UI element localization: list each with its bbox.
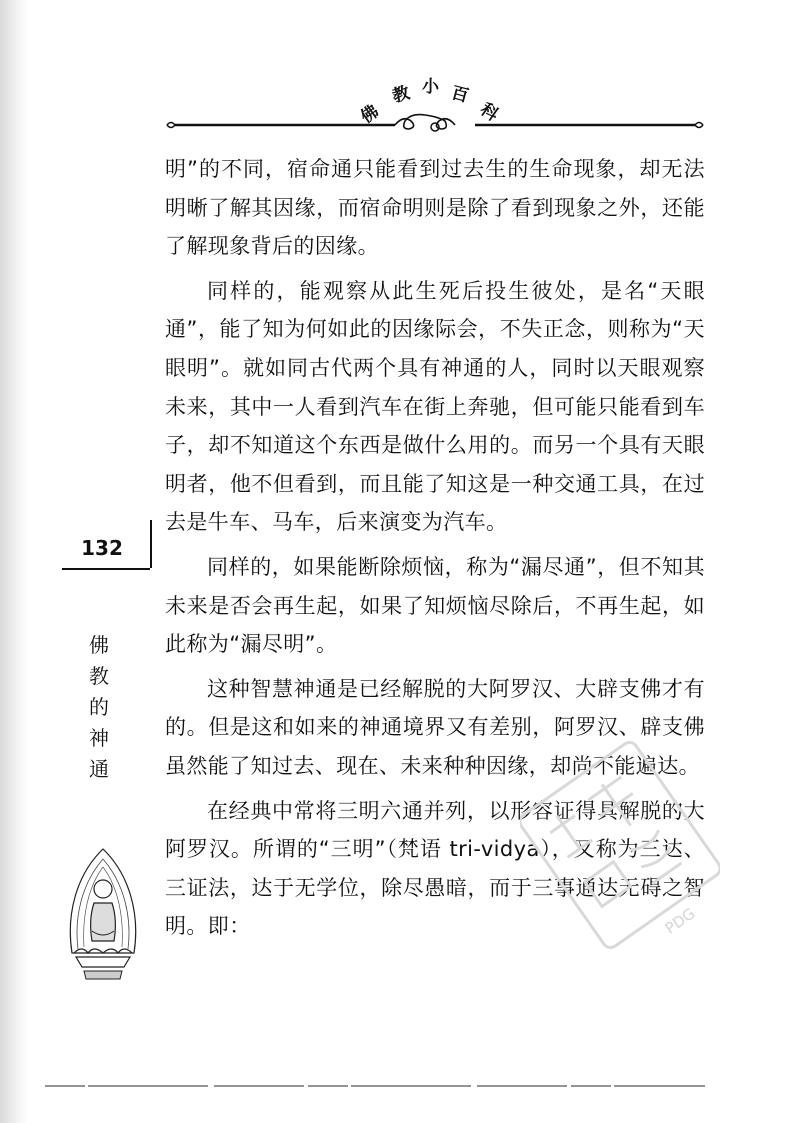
side-title-char: 的 xyxy=(89,695,109,719)
watermark-label: PDG xyxy=(661,904,699,938)
header-char: 教 xyxy=(390,83,412,107)
paragraph: 同样的，如果能断除烦恼，称为“漏尽通”，但不知其未来是否会再生起，如果了知烦恼尽除后，不再生起，如此称为“漏尽明”。 xyxy=(165,554,705,657)
paragraph: 这种智慧神通是已经解脱的大阿罗汉、大辟支佛才有的。但是这和如来的神通境界又有差别，阿罗汉、辟支佛虽然能了知过去、现在、未来种种因缘，却尚不能遍达。 xyxy=(165,676,705,778)
page-number-divider xyxy=(150,520,152,568)
paragraph: 明”的不同，宿命通只能看到过去生的生命现象，却无法明晰了解其因缘，而宿命明则是除了看到现象之外，还能了解现象背后的因缘。 xyxy=(165,157,705,259)
header-char: 百 xyxy=(449,83,471,107)
buddha-figure-icon xyxy=(62,845,144,985)
paragraph: 同样的，能观察从此生死后投生彼处，是名“天眼通”，能了知为何如此的因缘际会，不失正念，则称为“天眼明”。就如同古代两个具有神通的人，同时以天眼观察未来，其中一人看到汽车在街上奔驰，但可能只能看到车子，却不知道这个东西是做什么用的。而另一个具有天眼明者，他不但看到，而且能了知这是一种交通工具，在过去是牛车、马车，后来演变为汽车。 xyxy=(165,278,705,535)
page-left-edge-shadow xyxy=(0,0,28,1123)
side-title-char: 教 xyxy=(89,664,109,688)
header-char: 小 xyxy=(422,77,439,97)
side-title-char: 佛 xyxy=(89,633,109,657)
side-chapter-title xyxy=(84,630,114,785)
library-watermark-stamp xyxy=(520,725,720,965)
header-char: 科 xyxy=(476,99,502,126)
footer-rule xyxy=(45,1082,705,1090)
paragraph: 在经典中常将三明六通并列，以形容证得具解脱的大阿罗汉。所谓的“三明”（梵语 tri-vidya），又称为三达、三证法，达于无学位，除尽愚暗，而于三事通达无碍之智明。即： xyxy=(165,798,705,939)
page-number-rule xyxy=(62,568,150,570)
page-number: 132 xyxy=(81,536,123,560)
side-title-char: 通 xyxy=(89,757,109,781)
ornamental-header-rule xyxy=(165,110,705,140)
side-title-char: 神 xyxy=(89,726,109,750)
header-char: 佛 xyxy=(357,101,383,128)
